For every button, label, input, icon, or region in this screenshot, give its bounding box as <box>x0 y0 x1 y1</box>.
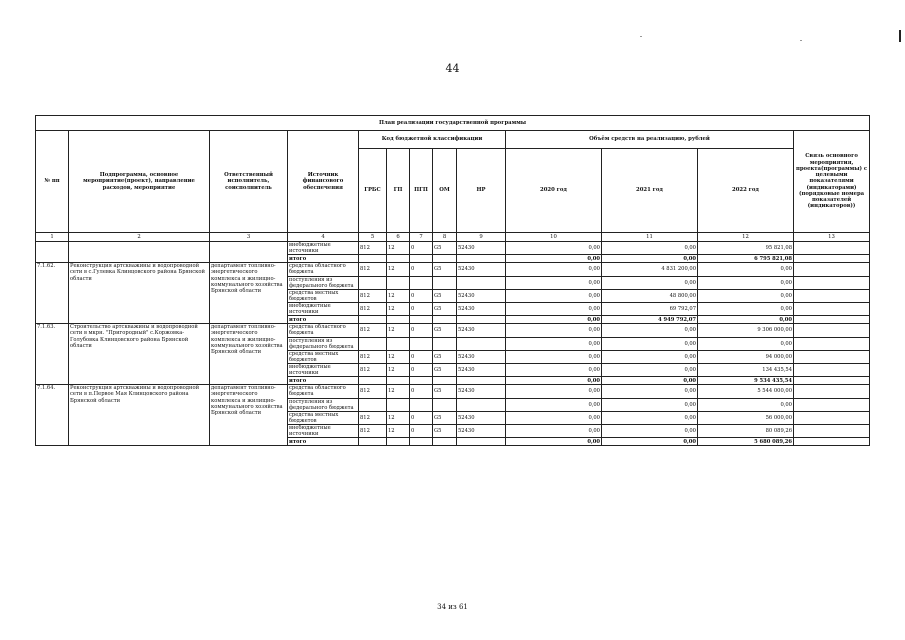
grbs-cell: 812 <box>359 263 387 276</box>
table-row <box>36 242 870 255</box>
om-cell: G5 <box>433 385 457 398</box>
value-2021-cell: 0,00 <box>602 324 698 337</box>
pgp-cell: 0 <box>410 289 433 302</box>
link-cell <box>794 324 870 337</box>
pgp-cell: 0 <box>410 425 433 438</box>
nr-cell: 52430 <box>457 324 506 337</box>
page-footer: 34 из 61 <box>437 603 468 611</box>
value-2022-cell: 94 000,00 <box>698 350 794 363</box>
source-cell: средства областного бюджета <box>288 385 359 398</box>
total-empty-cell <box>433 316 457 324</box>
total-2021-cell: 4 949 792,07 <box>602 316 698 324</box>
source-cell: средства областного бюджета <box>288 324 359 337</box>
link-cell <box>794 425 870 438</box>
source-cell: средства местных бюджетов <box>288 289 359 302</box>
link-cell <box>794 316 870 324</box>
om-cell: G5 <box>433 364 457 377</box>
header-pgp: ПГП <box>410 149 433 233</box>
value-2020-cell: 0,00 <box>506 350 602 363</box>
table-body <box>36 242 870 446</box>
grbs-cell: 812 <box>359 385 387 398</box>
total-empty-cell <box>410 438 433 446</box>
total-2020-cell: 0,00 <box>506 316 602 324</box>
source-cell: средства местных бюджетов <box>288 350 359 363</box>
value-2021-cell: 0,00 <box>602 337 698 350</box>
column-number: 13 <box>794 233 870 242</box>
value-2020-cell: 0,00 <box>506 242 602 255</box>
source-cell: внебюджетные источники <box>288 364 359 377</box>
item-name: Реконструкция артскважины и водопроводной сети в п.Первое Мая Клинцовского района Брянской области <box>69 385 210 446</box>
total-empty-cell <box>457 316 506 324</box>
total-empty-cell <box>359 377 387 385</box>
grbs-cell <box>359 337 387 350</box>
total-2022-cell: 5 680 089,26 <box>698 438 794 446</box>
column-number: 2 <box>69 233 210 242</box>
om-cell: G5 <box>433 263 457 276</box>
header-no: № пп <box>36 131 69 233</box>
source-cell: внебюджетные источники <box>288 242 359 255</box>
link-cell <box>794 385 870 398</box>
value-2021-cell: 0,00 <box>602 364 698 377</box>
link-cell <box>794 337 870 350</box>
grbs-cell <box>359 276 387 289</box>
source-cell: средства местных бюджетов <box>288 411 359 424</box>
value-2022-cell: 0,00 <box>698 289 794 302</box>
total-empty-cell <box>457 255 506 263</box>
link-cell <box>794 350 870 363</box>
pgp-cell <box>410 337 433 350</box>
link-cell <box>794 398 870 411</box>
scan-speck <box>800 40 802 41</box>
value-2020-cell: 0,00 <box>506 411 602 424</box>
pgp-cell: 0 <box>410 411 433 424</box>
pgp-cell: 0 <box>410 350 433 363</box>
item-executor: департамент топливно-энергетического комплекса и жилищно-коммунального хозяйства Брянской области <box>210 324 288 385</box>
item-executor: департамент топливно-энергетического комплекса и жилищно-коммунального хозяйства Брянской области <box>210 385 288 446</box>
column-number: 10 <box>506 233 602 242</box>
total-label: итого <box>288 438 359 446</box>
link-cell <box>794 377 870 385</box>
total-empty-cell <box>387 255 410 263</box>
link-cell <box>794 263 870 276</box>
value-2020-cell: 0,00 <box>506 385 602 398</box>
grbs-cell: 812 <box>359 324 387 337</box>
source-cell: поступления из федерального бюджета <box>288 337 359 350</box>
column-number: 7 <box>410 233 433 242</box>
value-2022-cell: 0,00 <box>698 398 794 411</box>
program-plan-table <box>35 115 870 446</box>
column-number: 6 <box>387 233 410 242</box>
column-number: 4 <box>288 233 359 242</box>
total-empty-cell <box>359 438 387 446</box>
total-empty-cell <box>433 377 457 385</box>
total-2022-cell: 6 795 821,08 <box>698 255 794 263</box>
value-2021-cell: 48 800,00 <box>602 289 698 302</box>
pgp-cell: 0 <box>410 263 433 276</box>
total-2020-cell: 0,00 <box>506 438 602 446</box>
nr-cell: 52430 <box>457 303 506 316</box>
value-2022-cell: 56 000,00 <box>698 411 794 424</box>
total-empty-cell <box>387 438 410 446</box>
value-2022-cell: 9 306 000,00 <box>698 324 794 337</box>
header-om: ОМ <box>433 149 457 233</box>
pgp-cell <box>410 398 433 411</box>
om-cell: G5 <box>433 242 457 255</box>
value-2021-cell: 0,00 <box>602 385 698 398</box>
value-2021-cell: 0,00 <box>602 398 698 411</box>
value-2022-cell: 80 089,26 <box>698 425 794 438</box>
source-cell: внебюджетные источники <box>288 425 359 438</box>
total-empty-cell <box>457 438 506 446</box>
grbs-cell: 812 <box>359 350 387 363</box>
gp-cell: 12 <box>387 350 410 363</box>
item-name: Реконструкция артскважины и водопроводной сети в с.Гулевка Клинцовского района Брянской области <box>69 263 210 324</box>
om-cell <box>433 337 457 350</box>
total-empty-cell <box>387 377 410 385</box>
link-cell <box>794 289 870 302</box>
value-2020-cell: 0,00 <box>506 276 602 289</box>
table-caption: План реализации государственной программы <box>36 116 870 131</box>
value-2020-cell: 0,00 <box>506 263 602 276</box>
gp-cell: 12 <box>387 242 410 255</box>
page-number: 44 <box>445 62 460 75</box>
total-2021-cell: 0,00 <box>602 438 698 446</box>
source-cell: поступления из федерального бюджета <box>288 398 359 411</box>
total-empty-cell <box>457 377 506 385</box>
column-number-row <box>36 233 870 242</box>
gp-cell: 12 <box>387 425 410 438</box>
value-2022-cell: 0,00 <box>698 303 794 316</box>
value-2020-cell: 0,00 <box>506 364 602 377</box>
header-budget-code: Код бюджетной классификации <box>359 131 506 149</box>
value-2021-cell: 0,00 <box>602 276 698 289</box>
total-label: итого <box>288 255 359 263</box>
source-cell: поступления из федерального бюджета <box>288 276 359 289</box>
value-2021-cell: 0,00 <box>602 350 698 363</box>
total-empty-cell <box>433 438 457 446</box>
total-2022-cell: 0,00 <box>698 316 794 324</box>
grbs-cell: 812 <box>359 411 387 424</box>
header-volume: Объём средств на реализацию, рублей <box>506 131 794 149</box>
value-2021-cell: 69 792,07 <box>602 303 698 316</box>
executor-cell <box>210 242 288 263</box>
header-link: Связь основного мероприятия, проекта(программы) с целевыми показателями (индикаторами) (порядковые номера показателей (индикаторов)) <box>794 131 870 233</box>
gp-cell: 12 <box>387 364 410 377</box>
value-2020-cell: 0,00 <box>506 303 602 316</box>
value-2020-cell: 0,00 <box>506 289 602 302</box>
value-2020-cell: 0,00 <box>506 425 602 438</box>
total-empty-cell <box>410 316 433 324</box>
header-2022: 2022 год <box>698 149 794 233</box>
value-2020-cell: 0,00 <box>506 398 602 411</box>
nr-cell <box>457 398 506 411</box>
total-empty-cell <box>359 255 387 263</box>
om-cell: G5 <box>433 303 457 316</box>
value-2021-cell: 0,00 <box>602 242 698 255</box>
header-source: Источник финансового обеспечения <box>288 131 359 233</box>
gp-cell <box>387 276 410 289</box>
value-2022-cell: 0,00 <box>698 276 794 289</box>
value-2022-cell: 0,00 <box>698 337 794 350</box>
total-2021-cell: 0,00 <box>602 377 698 385</box>
table-row <box>36 385 870 398</box>
source-cell: внебюджетные источники <box>288 303 359 316</box>
header-2020: 2020 год <box>506 149 602 233</box>
gp-cell: 12 <box>387 303 410 316</box>
grbs-cell: 812 <box>359 425 387 438</box>
total-2021-cell: 0,00 <box>602 255 698 263</box>
pgp-cell: 0 <box>410 303 433 316</box>
header-2021: 2021 год <box>602 149 698 233</box>
total-2020-cell: 0,00 <box>506 255 602 263</box>
grbs-cell: 812 <box>359 303 387 316</box>
value-2022-cell: 5 544 000,00 <box>698 385 794 398</box>
om-cell <box>433 398 457 411</box>
header-gp: ГП <box>387 149 410 233</box>
item-number: 7.1.64. <box>36 385 69 446</box>
gp-cell <box>387 337 410 350</box>
om-cell: G5 <box>433 411 457 424</box>
om-cell: G5 <box>433 350 457 363</box>
om-cell: G5 <box>433 324 457 337</box>
gp-cell: 12 <box>387 263 410 276</box>
column-number: 3 <box>210 233 288 242</box>
column-number: 11 <box>602 233 698 242</box>
gp-cell: 12 <box>387 289 410 302</box>
scan-speck <box>640 36 642 37</box>
total-2020-cell: 0,00 <box>506 377 602 385</box>
nr-cell: 52430 <box>457 364 506 377</box>
total-2022-cell: 9 534 435,54 <box>698 377 794 385</box>
pgp-cell: 0 <box>410 242 433 255</box>
link-cell <box>794 303 870 316</box>
om-cell: G5 <box>433 425 457 438</box>
header-subprogram: Подпрограмма, основное мероприятие(проект), направление расходов, мероприятие <box>69 131 210 233</box>
pgp-cell: 0 <box>410 364 433 377</box>
gp-cell <box>387 398 410 411</box>
total-empty-cell <box>410 377 433 385</box>
name-cell <box>69 242 210 263</box>
value-2021-cell: 0,00 <box>602 425 698 438</box>
nr-cell: 52430 <box>457 425 506 438</box>
value-2021-cell: 4 831 200,00 <box>602 263 698 276</box>
value-2022-cell: 0,00 <box>698 263 794 276</box>
value-2022-cell: 95 821,08 <box>698 242 794 255</box>
link-cell <box>794 276 870 289</box>
header-nr: НР <box>457 149 506 233</box>
total-label: итого <box>288 377 359 385</box>
value-2021-cell: 0,00 <box>602 411 698 424</box>
nr-cell: 52430 <box>457 289 506 302</box>
item-name: Строительство артскважины и водопроводной сети в мкрн. "Пригородный" с.Коржовка-Голубовка Клинцовского района Брянской области <box>69 324 210 385</box>
grbs-cell: 812 <box>359 289 387 302</box>
column-number: 12 <box>698 233 794 242</box>
gp-cell: 12 <box>387 411 410 424</box>
nr-cell: 52430 <box>457 385 506 398</box>
nr-cell: 52430 <box>457 263 506 276</box>
source-cell: средства областного бюджета <box>288 263 359 276</box>
gp-cell: 12 <box>387 385 410 398</box>
item-executor: департамент топливно-энергетического комплекса и жилищно-коммунального хозяйства Брянской области <box>210 263 288 324</box>
grbs-cell <box>359 398 387 411</box>
column-number: 9 <box>457 233 506 242</box>
grbs-cell: 812 <box>359 364 387 377</box>
nr-cell: 52430 <box>457 411 506 424</box>
value-2020-cell: 0,00 <box>506 324 602 337</box>
gp-cell: 12 <box>387 324 410 337</box>
link-cell <box>794 364 870 377</box>
no-cell <box>36 242 69 263</box>
value-2020-cell: 0,00 <box>506 337 602 350</box>
value-2022-cell: 134 435,54 <box>698 364 794 377</box>
item-number: 7.1.63. <box>36 324 69 385</box>
nr-cell: 52430 <box>457 242 506 255</box>
total-empty-cell <box>387 316 410 324</box>
grbs-cell: 812 <box>359 242 387 255</box>
total-empty-cell <box>359 316 387 324</box>
column-number: 8 <box>433 233 457 242</box>
item-number: 7.1.62. <box>36 263 69 324</box>
total-empty-cell <box>410 255 433 263</box>
om-cell: G5 <box>433 289 457 302</box>
header-grbs: ГРБС <box>359 149 387 233</box>
link-cell <box>794 255 870 263</box>
pgp-cell <box>410 276 433 289</box>
nr-cell: 52430 <box>457 350 506 363</box>
scan-edge-mark <box>899 30 901 42</box>
total-label: итого <box>288 316 359 324</box>
om-cell <box>433 276 457 289</box>
link-cell <box>794 411 870 424</box>
column-number: 5 <box>359 233 387 242</box>
table-row <box>36 263 870 276</box>
link-cell <box>794 242 870 255</box>
total-empty-cell <box>433 255 457 263</box>
nr-cell <box>457 276 506 289</box>
nr-cell <box>457 337 506 350</box>
pgp-cell: 0 <box>410 324 433 337</box>
pgp-cell: 0 <box>410 385 433 398</box>
header-executor: Ответственный исполнитель, соисполнитель <box>210 131 288 233</box>
table-row <box>36 324 870 337</box>
link-cell <box>794 438 870 446</box>
column-number: 1 <box>36 233 69 242</box>
